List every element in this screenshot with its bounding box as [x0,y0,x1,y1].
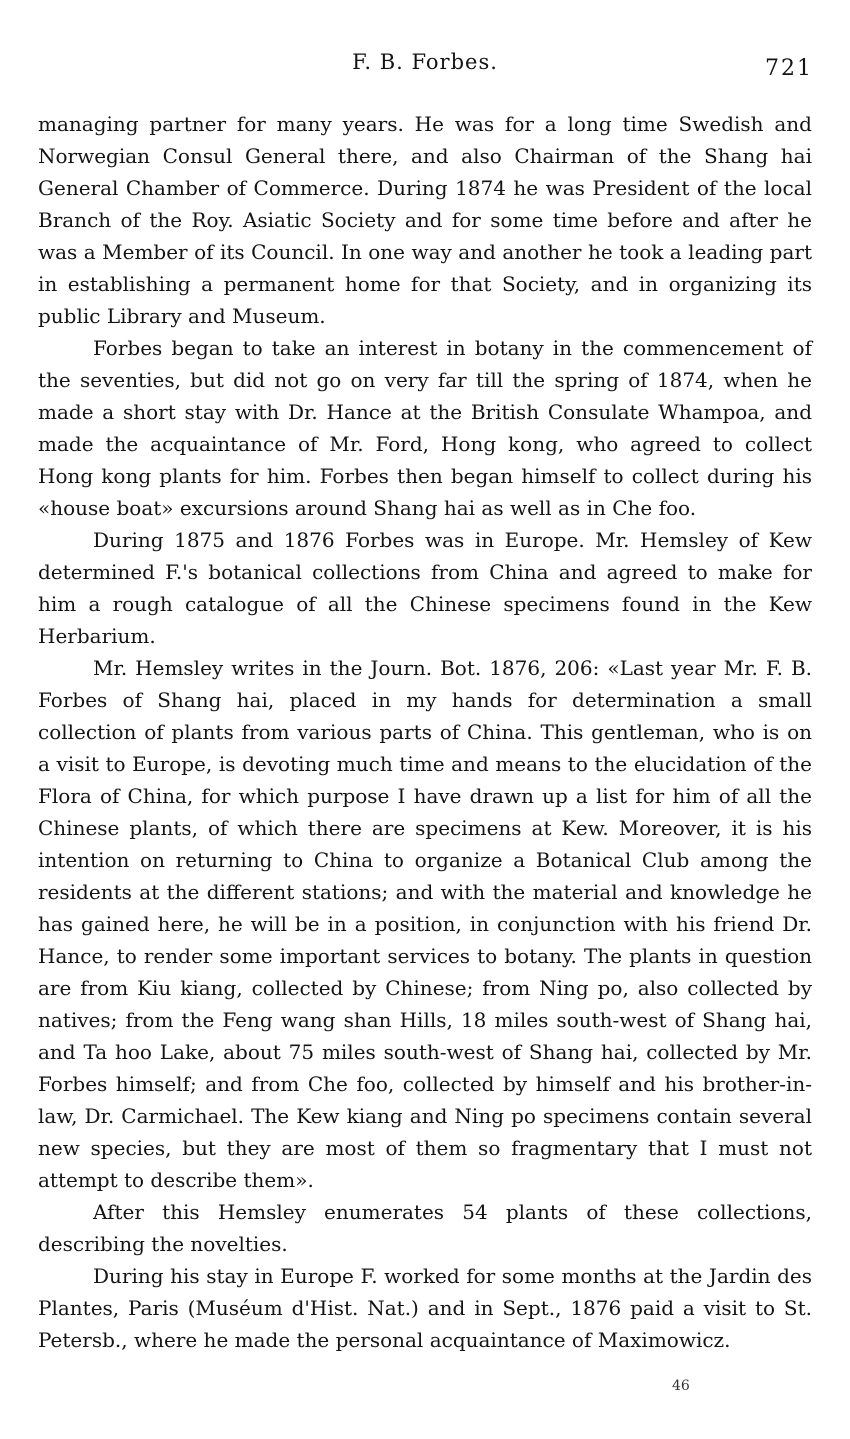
paragraph: During 1875 and 1876 Forbes was in Europe. Mr. Hemsley of Kew determined F.'s botanical collections from China and agreed to make for him a rough catalogue of all the Chinese specimens found in the Kew Herbarium. [38,528,812,648]
paragraph: During his stay in Europe F. worked for some months at the Jardin des Plantes, Paris (Muséum d'Hist. Nat.) and in Sept., 1876 paid a visit to St. Petersb., where he made the personal acquaintance of Maximowicz. [38,1264,812,1352]
paragraph: Forbes began to take an interest in botany in the commencement of the seventies, but did not go on very far till the spring of 1874, when he made a short stay with Dr. Hance at the British Consulate Whampoa, and made the acquaintance of Mr. Ford, Hong kong, who agreed to collect Hong kong plants for him. Forbes then began himself to collect during his «house boat» excursions around Shang hai as well as in Che foo. [38,336,812,520]
paragraph: managing partner for many years. He was for a long time Swedish and Norwegian Consul General there, and also Chairman of the Shang hai General Chamber of Commerce. During 1874 he was President of the local Branch of the Roy. Asiatic Society and for some time before and after he was a Member of its Council. In one way and another he took a leading part in establishing a permanent home for that Society, and in organizing its public Library and Museum. [38,112,812,328]
signature-mark: 46 [672,1378,690,1394]
paragraph: Mr. Hemsley writes in the Journ. Bot. 1876, 206: «Last year Mr. F. B. Forbes of Shang hai, placed in my hands for determination a small collection of plants from various parts of China. This gentleman, who is on a visit to Europe, is devoting much time and means to the elucidation of the Flora of China, for which purpose I have drawn up a list for him of all the Chinese plants, of which there are specimens at Kew. Moreover, it is his intention on returning to China to organize a Botanical Club among the residents at the different stations; and with the material and knowledge he has gained here, he will be in a position, in conjunction with his friend Dr. Hance, to render some important services to botany. The plants in question are from Kiu kiang, collected by Chinese; from Ning po, also collected by natives; from the Feng wang shan Hills, 18 miles south-west of Shang hai, and Ta hoo Lake, about 75 miles south-west of Shang hai, collected by Mr. Forbes himself; and from Che foo, collected by himself and his brother-in-law, Dr. Carmichael. The Kew kiang and Ning po specimens contain several new species, but they are most of them so fragmentary that I must not attempt to describe them». [38,656,812,1192]
page-number: 721 [765,56,813,81]
running-title: F. B. Forbes. [352,50,498,74]
body-text [38,108,812,1356]
paragraph: After this Hemsley enumerates 54 plants of these collections, describing the novelties. [38,1200,812,1256]
